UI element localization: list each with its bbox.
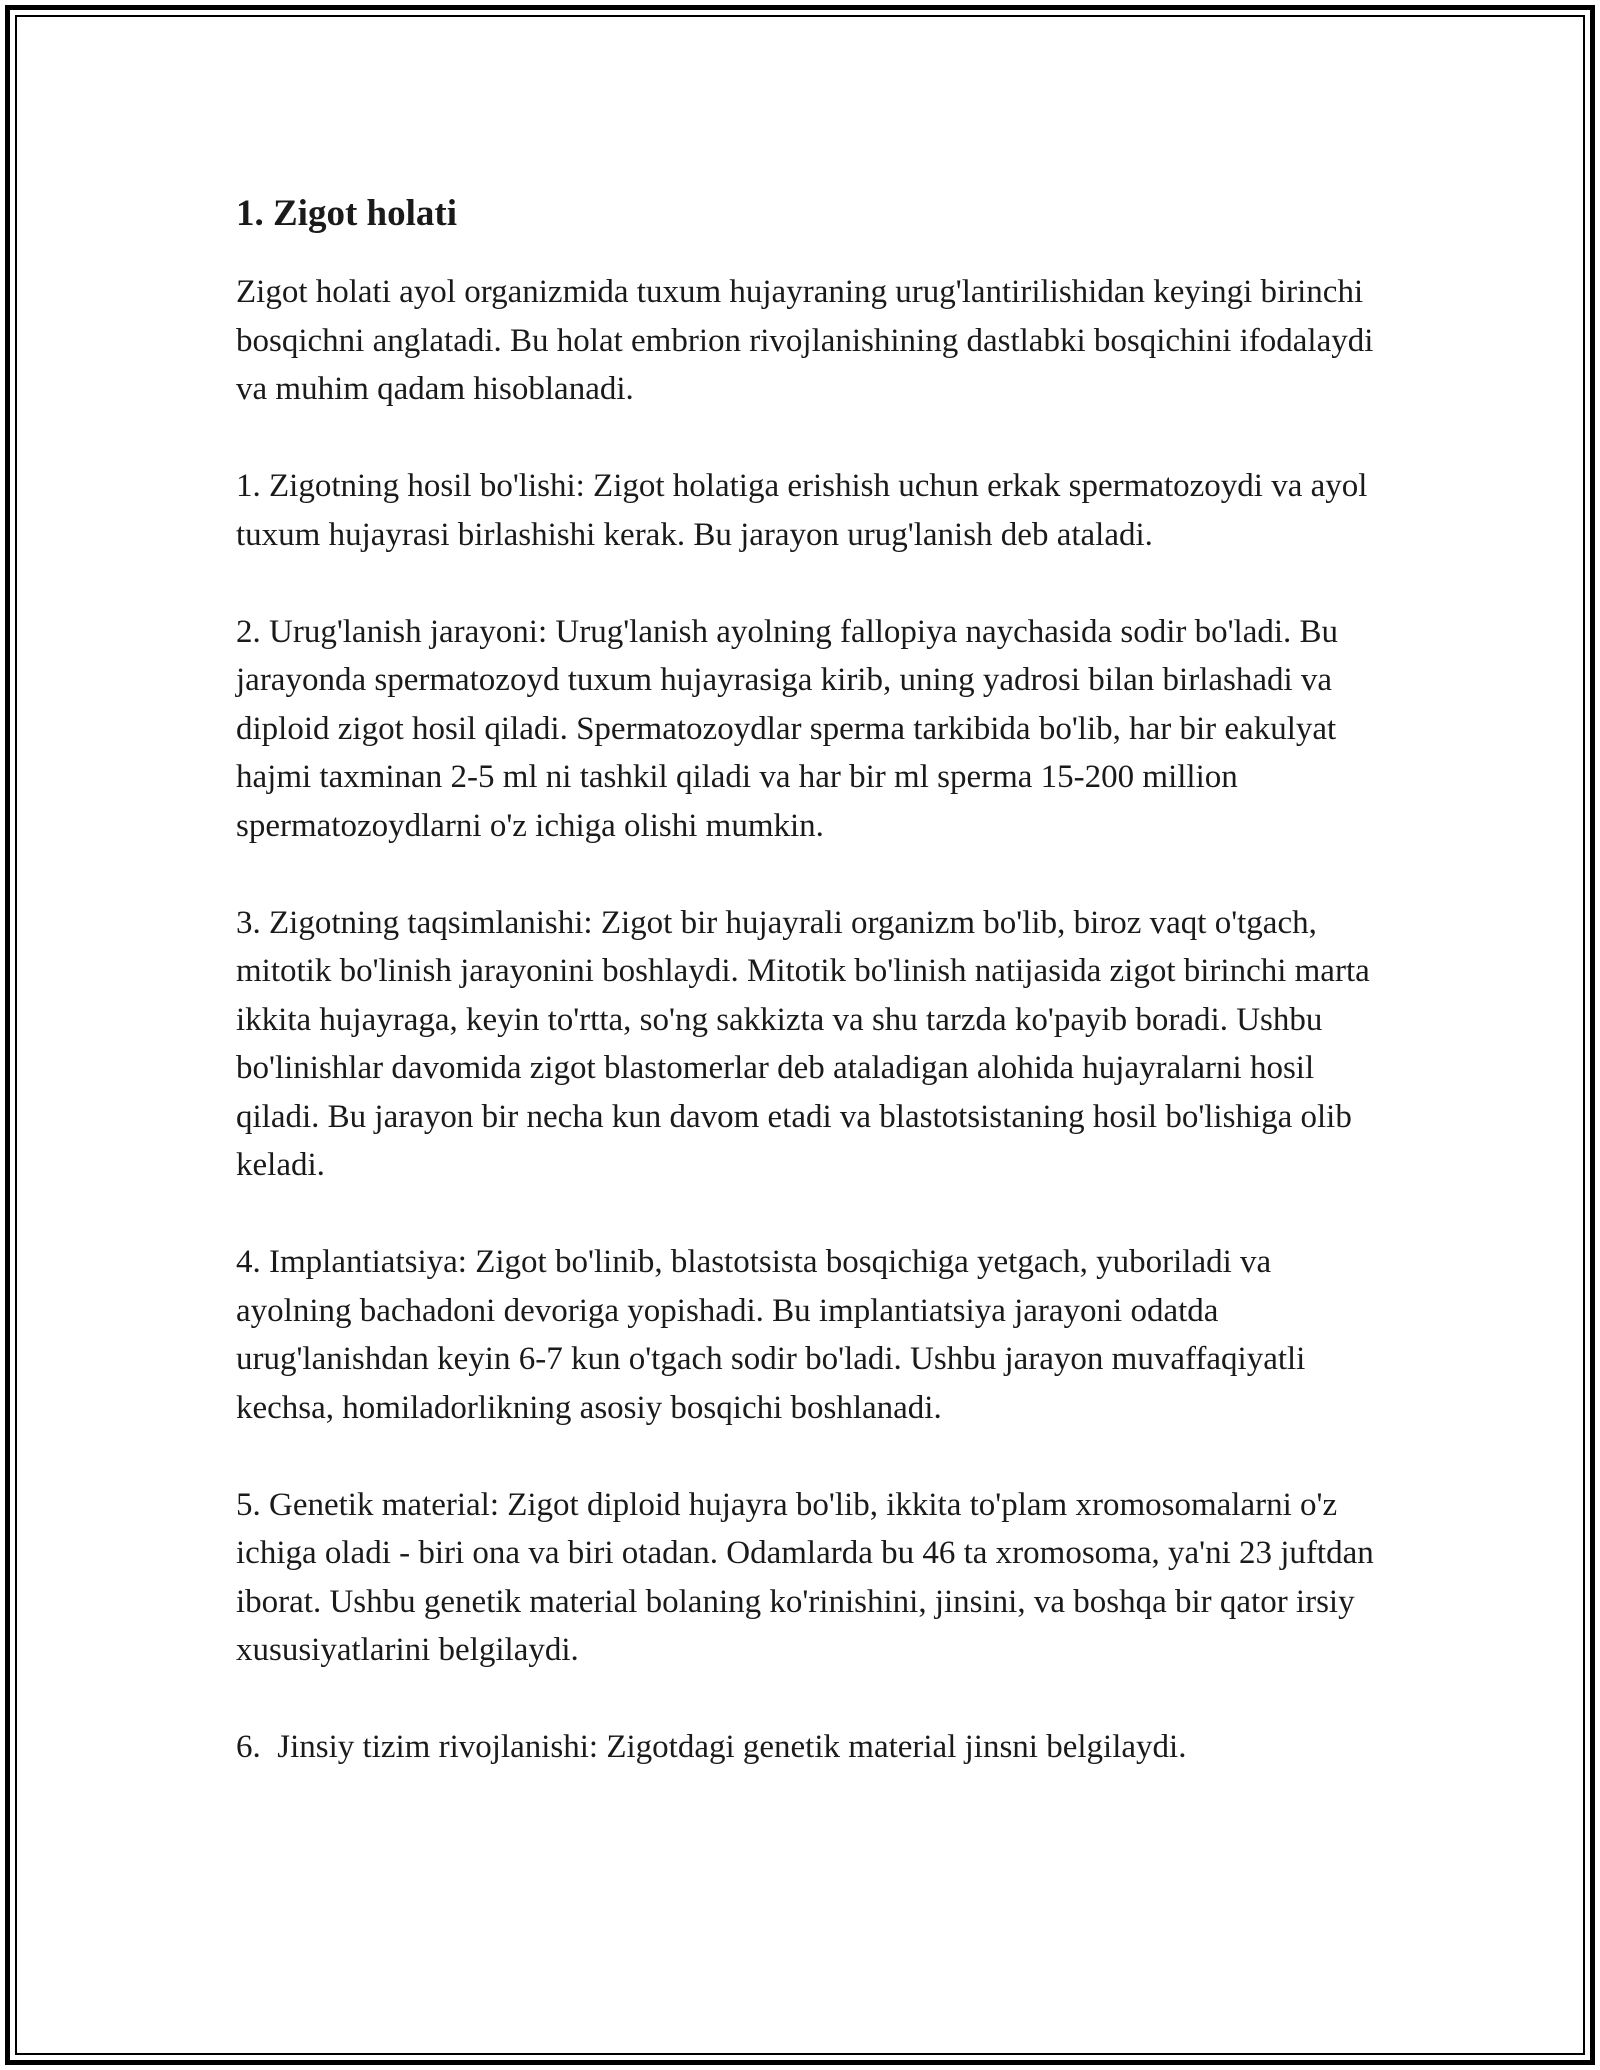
list-item-genetic-material: 5. Genetik material: Zigot diploid hujayra bo'lib, ikkita to'plam xromosomalarni o'z ichiga oladi - biri ona va biri otadan. Odamlarda bu 46 ta xromosoma, ya'ni 23 juftdan iborat. Ushbu genetik material bolaning ko'rinishini, jinsini, va boshqa bir qator irsiy xususiyatlarini belgilaydi. bbox=[236, 1486, 1382, 1668]
list-item-zygote-formation: 1. Zigotning hosil bo'lishi: Zigot holatiga erishish uchun erkak spermatozoydi va ayol tuxum hujayrasi birlashishi kerak. Bu jarayon urug'lanish deb ataladi. bbox=[236, 468, 1376, 553]
section-heading: 1. Zigot holati bbox=[236, 193, 457, 234]
document-body bbox=[236, 186, 1382, 1772]
list-item-sex-development: 6. Jinsiy tizim rivojlanishi: Zigotdagi genetik material jinsni belgilaydi. bbox=[236, 1729, 1187, 1765]
list-item-cleavage: 3. Zigotning taqsimlanishi: Zigot bir hujayrali organizm bo'lib, biroz vaqt o'tgach, mitotik bo'linish jarayonini boshlaydi. Mitotik bo'linish natijasida zigot birinchi marta ikkita hujayraga, keyin to'rtta, so'ng sakkizta va shu tarzda ko'payib boradi. Ushbu bo'linishlar davomida zigot blastomerlar deb ataladigan alohida hujayralarni hosil qiladi. Bu jarayon bir necha kun davom etadi va blastotsistaning hosil bo'lishiga olib keladi. bbox=[236, 904, 1379, 1183]
list-item-fertilization: 2. Urug'lanish jarayoni: Urug'lanish ayolning fallopiya naychasida sodir bo'ladi. Bu jarayonda spermatozoyd tuxum hujayrasiga kirib, uning yadrosi bilan birlashadi va diploid zigot hosil qiladi. Spermatozoydlar sperma tarkibida bo'lib, har bir eakulyat hajmi taxminan 2-5 ml ni tashkil qiladi va har bir ml sperma 15-200 million spermatozoydlarni o'z ichiga olishi mumkin. bbox=[236, 613, 1347, 844]
intro-paragraph: Zigot holati ayol organizmida tuxum hujayraning urug'lantirilishidan keyingi birinchi bosqichni anglatadi. Bu holat embrion rivojlanishining dastlabki bosqichini ifodalaydi va muhim qadam hisoblanadi. bbox=[236, 274, 1382, 407]
list-item-implantation: 4. Implantiatsiya: Zigot bo'linib, blastotsista bosqichiga yetgach, yuboriladi va ayolning bachadoni devoriga yopishadi. Bu implantiatsiya jarayoni odatda urug'lanishdan keyin 6-7 kun o'tgach sodir bo'ladi. Ushbu jarayon muvaffaqiyatli kechsa, homiladorlikning asosiy bosqichi boshlanadi. bbox=[236, 1244, 1314, 1426]
